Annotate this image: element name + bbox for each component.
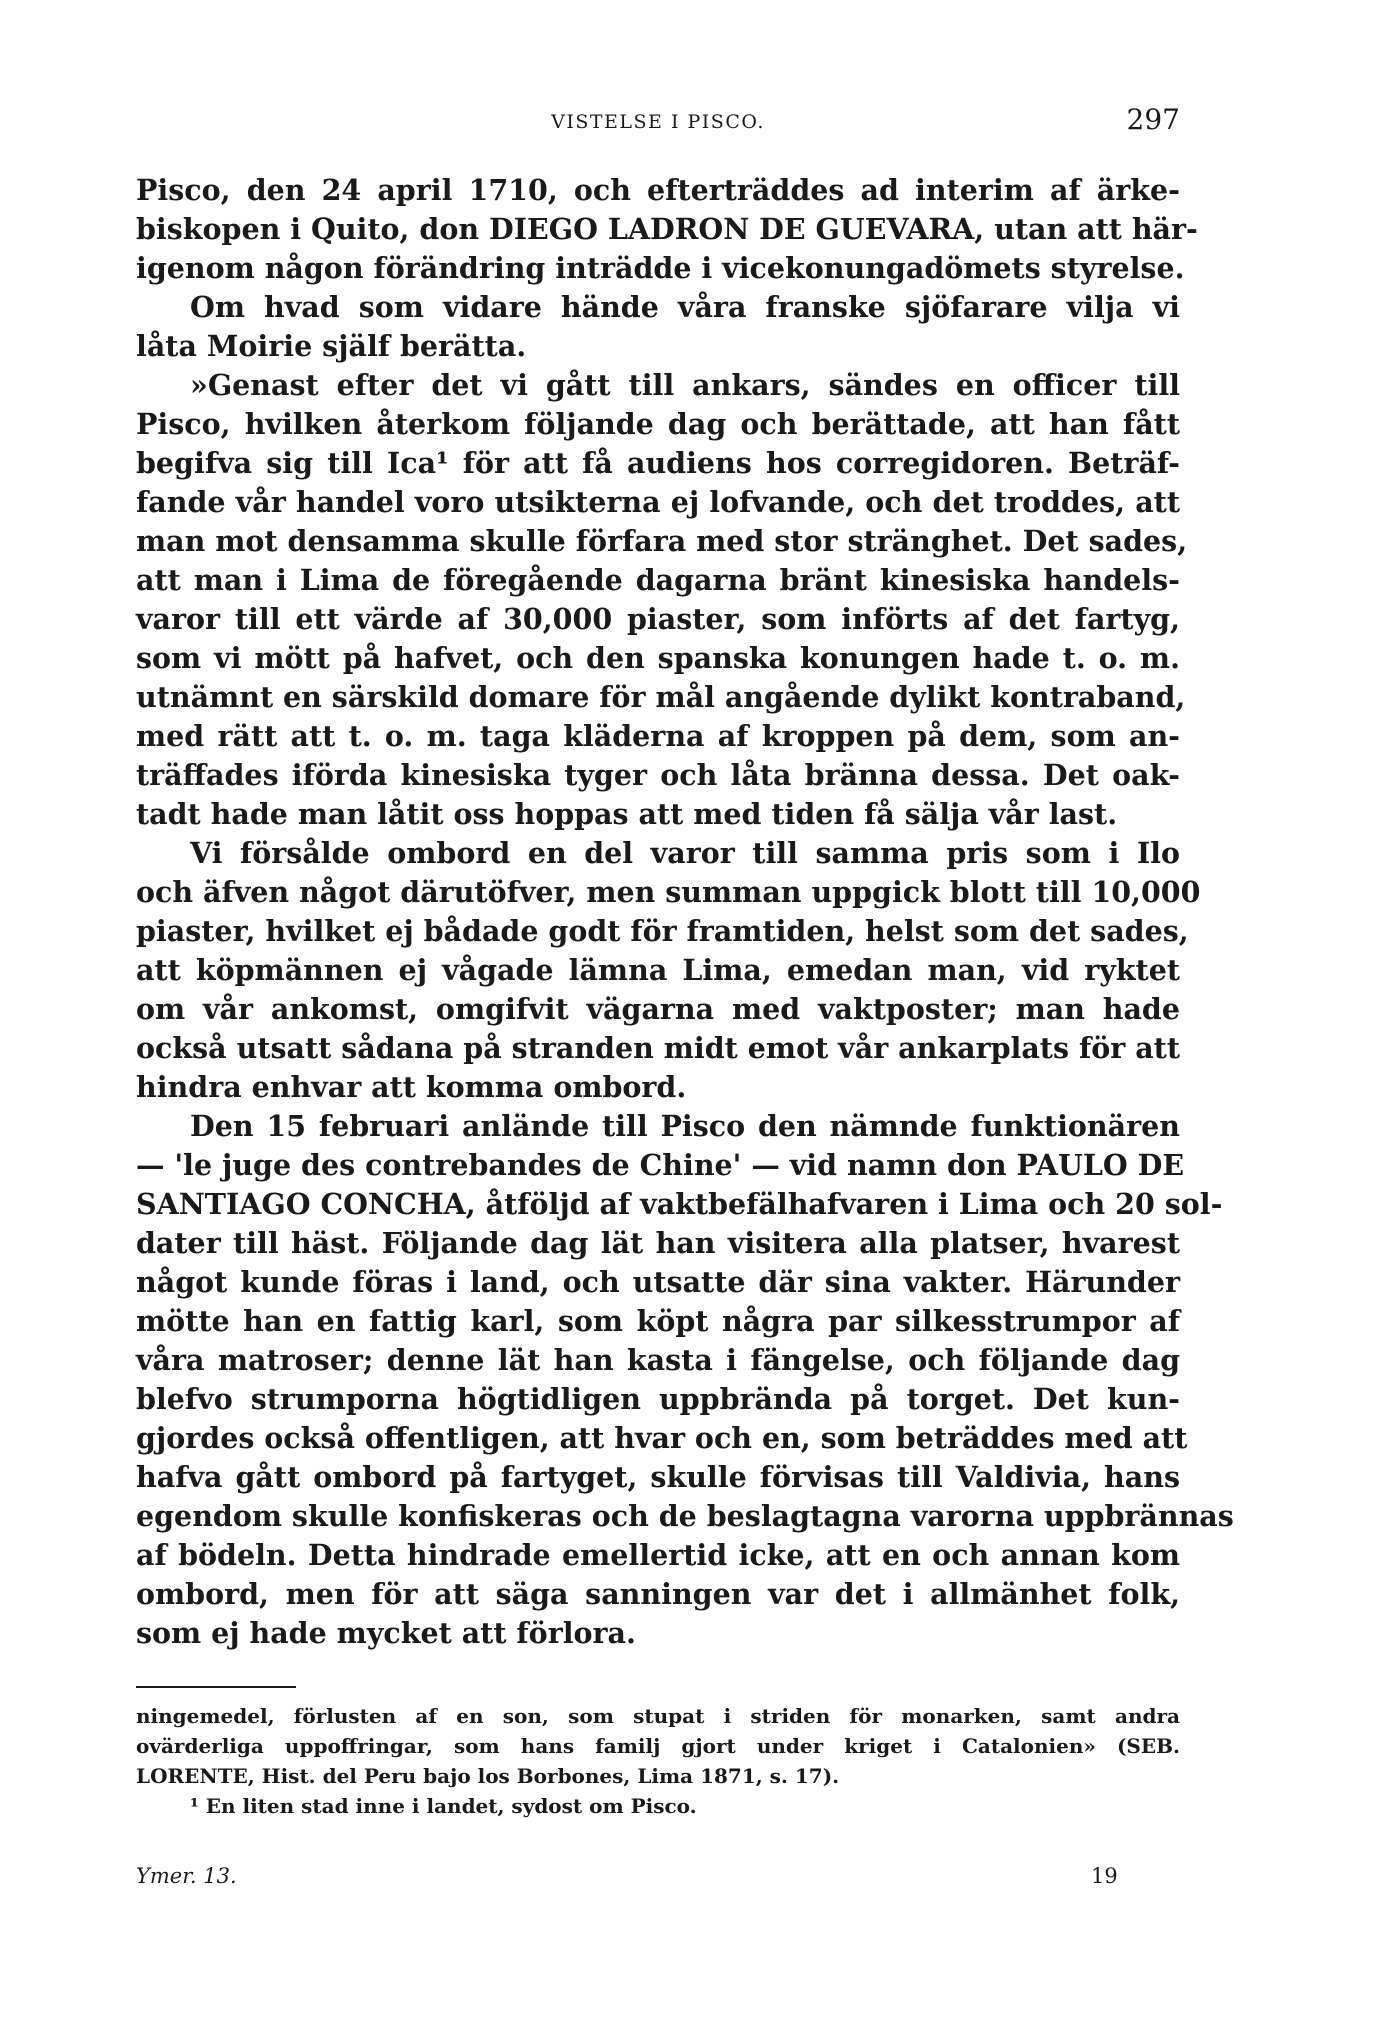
text-line: begifva sig till Ica¹ för att få audiens hos corregidoren. Beträf- <box>136 446 1180 480</box>
text-line: Pisco, hvilken återkom följande dag och berättade, att han fått <box>136 407 1180 441</box>
text-line: mötte han en fattig karl, som köpt några par silkesstrumpor af <box>136 1304 1180 1338</box>
text-line: träffades iförda kinesiska tyger och låta bränna dessa. Det oak- <box>136 758 1180 792</box>
text-line: SANTIAGO CONCHA, åtföljd af vaktbefälhafvaren i Lima och 20 sol- <box>136 1187 1223 1221</box>
text-line: och äfven något därutöfver, men summan uppgick blott till 10,000 <box>136 875 1201 909</box>
text-line: hindra enhvar att komma ombord. <box>136 1070 687 1104</box>
footnote-line: ¹ En liten stad inne i landet, sydost om Pisco. <box>190 1794 697 1818</box>
text-line: Den 15 februari anlände till Pisco den nämnde funktionären <box>190 1109 1180 1143</box>
text-line: Pisco, den 24 april 1710, och efterträddes ad interim af ärke- <box>136 173 1180 207</box>
text-line: igenom någon förändring inträdde i vicekonungadömets styrelse. <box>136 251 1185 285</box>
text-line: egendom skulle konfiskeras och de beslagtagna varorna uppbrännas <box>136 1499 1234 1533</box>
text-line: som ej hade mycket att förlora. <box>136 1616 636 1650</box>
text-line: ombord, men för att säga sanningen var det i allmänhet folk, <box>136 1577 1180 1611</box>
signature-number: 19 <box>1091 1864 1118 1888</box>
text-line: våra matroser; denne lät han kasta i fängelse, och följande dag <box>136 1343 1180 1377</box>
running-head <box>136 103 1180 143</box>
text-line: utnämnt en särskild domare för mål angående dylikt kontraband, <box>136 680 1186 714</box>
text-line: Vi försålde ombord en del varor till samma pris som i Ilo <box>190 836 1180 870</box>
text-line: något kunde föras i land, och utsatte där sina vakter. Härunder <box>136 1265 1180 1299</box>
text-line: piaster, hvilket ej bådade godt för framtiden, helst som det sades, <box>136 914 1189 948</box>
signature-mark: Ymer. 13. <box>136 1864 237 1888</box>
text-line: om vår ankomst, omgifvit vägarna med vaktposter; man hade <box>136 992 1180 1026</box>
text-line: fande vår handel voro utsikterna ej lofvande, och det troddes, att <box>136 485 1180 519</box>
text-line: hafva gått ombord på fartyget, skulle förvisas till Valdivia, hans <box>136 1460 1180 1494</box>
text-line: biskopen i Quito, don DIEGO LADRON DE GUEVARA, utan att här- <box>136 212 1198 246</box>
text-line: också utsatt sådana på stranden midt emot vår ankarplats för att <box>136 1031 1180 1065</box>
text-line: låta Moirie själf berätta. <box>136 329 527 363</box>
running-title: VISTELSE I PISCO. <box>551 111 765 133</box>
text-line: Om hvad som vidare hände våra franske sjöfarare vilja vi <box>190 290 1180 324</box>
text-line: dater till häst. Följande dag lät han visitera alla platser, hvarest <box>136 1226 1180 1260</box>
text-line: af bödeln. Detta hindrade emellertid icke, att en och annan kom <box>136 1538 1180 1572</box>
text-line: — 'le juge des contrebandes de Chine' — vid namn don PAULO DE <box>136 1148 1185 1182</box>
signature-line <box>136 1860 1180 1892</box>
footnote-line: ningemedel, förlusten af en son, som stupat i striden för monarken, samt andra <box>136 1704 1180 1728</box>
text-line: som vi mött på hafvet, och den spanska konungen hade t. o. m. <box>136 641 1180 675</box>
text-line: tadt hade man låtit oss hoppas att med tiden få sälja vår last. <box>136 797 1118 831</box>
text-line: blefvo strumporna högtidligen uppbrända på torget. Det kun- <box>136 1382 1180 1416</box>
text-line: »Genast efter det vi gått till ankars, sändes en officer till <box>190 368 1180 402</box>
text-line: varor till ett värde af 30,000 piaster, som införts af det fartyg, <box>136 602 1180 636</box>
page-number: 297 <box>1126 103 1180 136</box>
footnote-line: ovärderliga uppoffringar, som hans familj gjort under kriget i Catalonien» (SEB. <box>136 1734 1180 1758</box>
text-line: att köpmännen ej vågade lämna Lima, emedan man, vid ryktet <box>136 953 1180 987</box>
footnote-rule <box>136 1686 296 1688</box>
text-line: med rätt att t. o. m. taga kläderna af kroppen på dem, som an- <box>136 719 1180 753</box>
text-line: gjordes också offentligen, att hvar och en, som beträddes med att <box>136 1421 1188 1455</box>
text-line: man mot densamma skulle förfara med stor stränghet. Det sades, <box>136 524 1188 558</box>
text-line: att man i Lima de föregående dagarna bränt kinesiska handels- <box>136 563 1180 597</box>
footnote-line: LORENTE, Hist. del Peru bajo los Borbones, Lima 1871, s. 17). <box>136 1764 840 1788</box>
